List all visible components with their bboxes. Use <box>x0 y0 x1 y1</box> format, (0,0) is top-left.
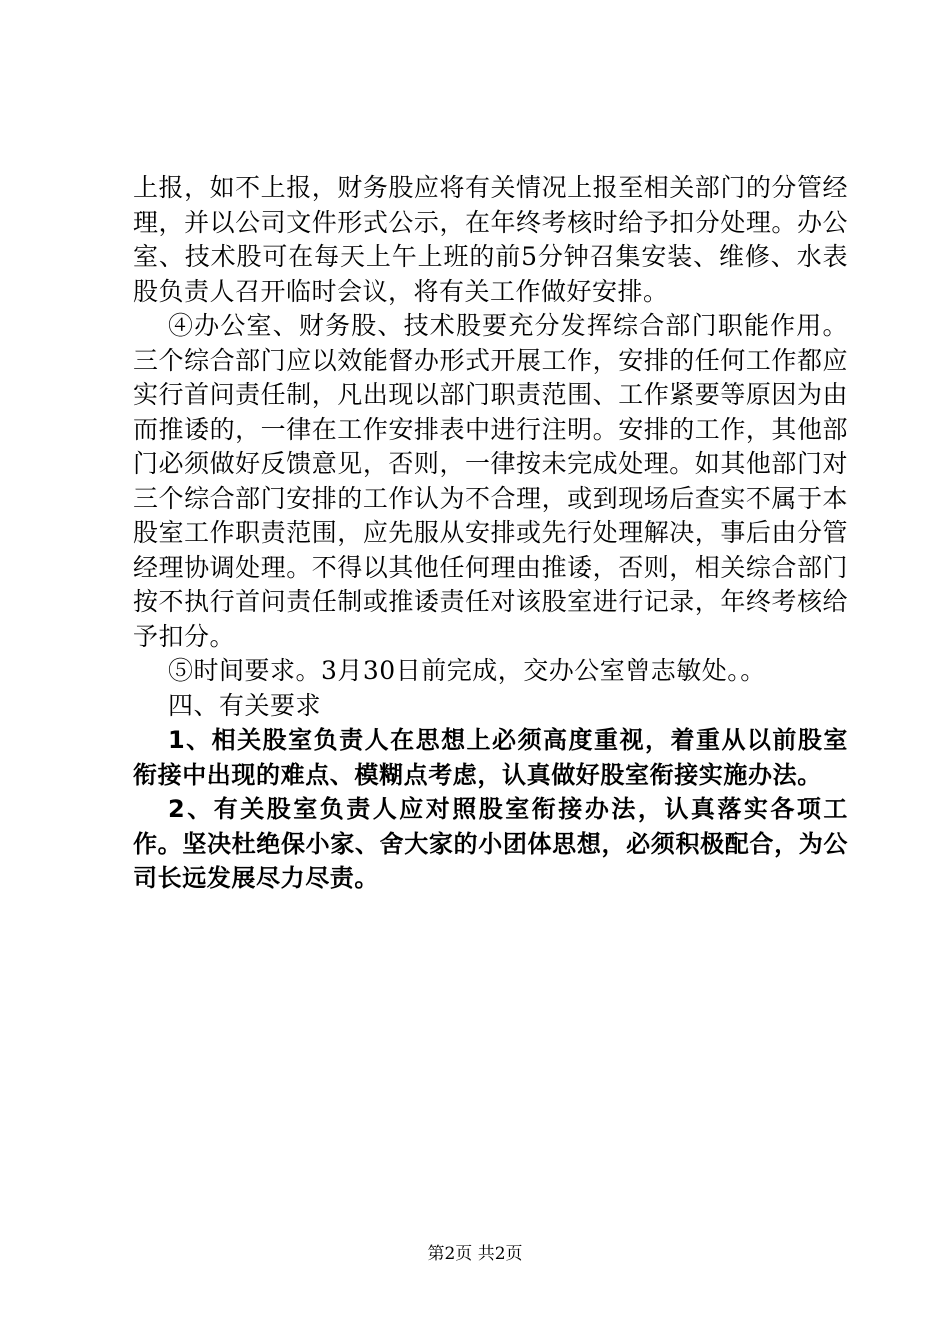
paragraph-continuation: 上报，如不上报，财务股应将有关情况上报至相关部门的分管经理，并以公司文件形式公示，在年终考核时给予扣分处理。办公室、技术股可在每天上午上班的前5分钟召集安装、维修、水表股负责人召开临时会议，将有关工作做好安排。 <box>133 173 848 306</box>
requirement-2: 2、有关股室负责人应对照股室衔接办法，认真落实各项工作。坚决杜绝保小家、舍大家的小团体思想，必须积极配合，为公司长远发展尽力尽责。 <box>133 795 848 892</box>
document-body <box>133 171 848 896</box>
requirement-1: 1、相关股室负责人在思想上必须高度重视，着重从以前股室衔接中出现的难点、模糊点考虑，认真做好股室衔接实施办法。 <box>133 726 848 789</box>
paragraph-item-4: ④办公室、财务股、技术股要充分发挥综合部门职能作用。三个综合部门应以效能督办形式开展工作，安排的任何工作都应实行首问责任制，凡出现以部门职责范围、工作紧要等原因为由而推诿的，一律在工作安排表中进行注明。安排的工作，其他部门必须做好反馈意见，否则，一律按未完成处理。如其他部门对三个综合部门安排的工作认为不合理，或到现场后查实不属于本股室工作职责范围，应先服从安排或先行处理解决，事后由分管经理协调处理。不得以其他任何理由推诿，否则，相关综合部门按不执行首问责任制或推诿责任对该股室进行记录，年终考核给予扣分。 <box>133 311 848 651</box>
paragraph-item-5: ⑤时间要求。3月30日前完成，交办公室曾志敏处。。 <box>168 656 766 685</box>
section-heading: 四、有关要求 <box>168 690 322 720</box>
page-footer: 第2页 共2页 <box>427 1244 523 1264</box>
